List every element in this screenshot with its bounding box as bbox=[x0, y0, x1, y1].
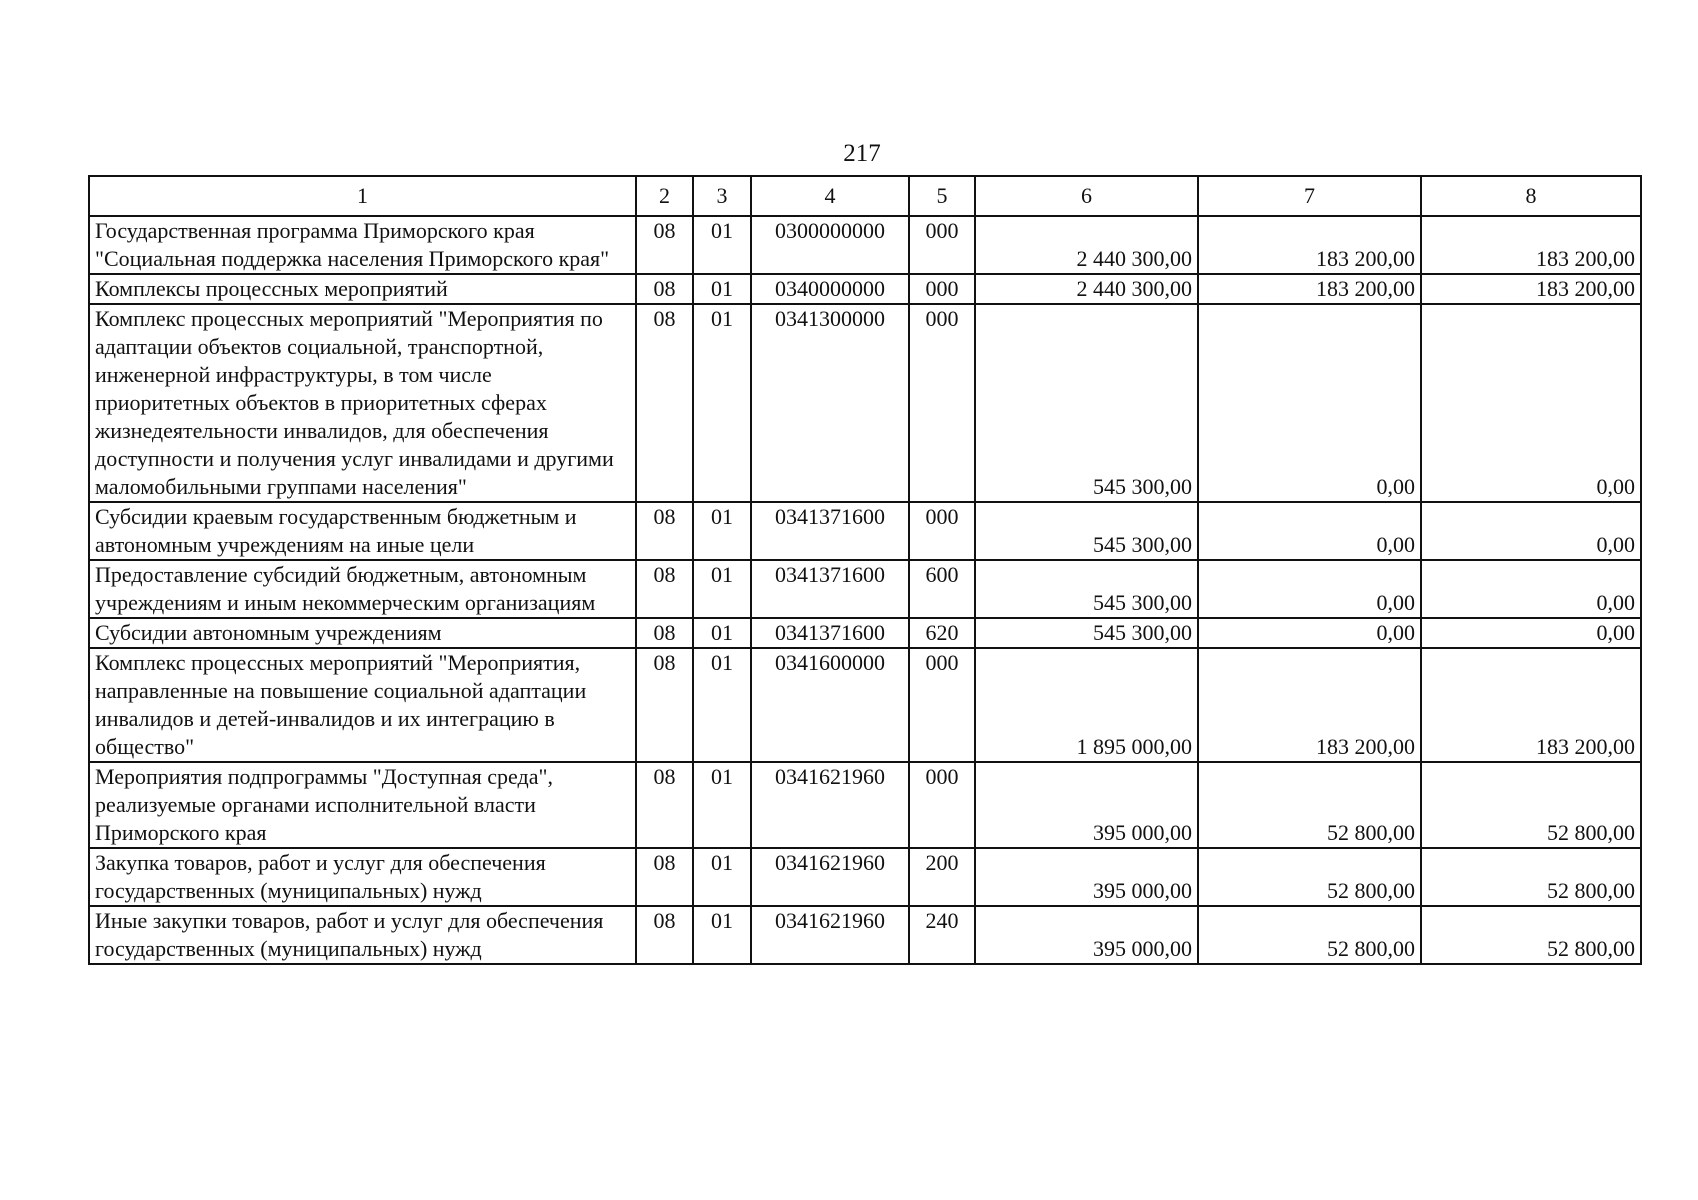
section-code: 08 bbox=[636, 216, 693, 274]
amount-col6: 545 300,00 bbox=[975, 502, 1198, 560]
amount-col6: 545 300,00 bbox=[975, 304, 1198, 502]
column-header: 3 bbox=[693, 176, 751, 216]
subsection-code: 01 bbox=[693, 618, 751, 648]
amount-col6: 395 000,00 bbox=[975, 906, 1198, 964]
table-row bbox=[89, 274, 1641, 304]
amount-col8: 183 200,00 bbox=[1421, 274, 1641, 304]
target-article-code: 0341371600 bbox=[751, 502, 909, 560]
column-header: 4 bbox=[751, 176, 909, 216]
amount-col7: 183 200,00 bbox=[1198, 648, 1421, 762]
amount-col7: 52 800,00 bbox=[1198, 848, 1421, 906]
target-article-code: 0341621960 bbox=[751, 848, 909, 906]
subsection-code: 01 bbox=[693, 304, 751, 502]
expense-type-code: 000 bbox=[909, 762, 975, 848]
amount-col7: 0,00 bbox=[1198, 560, 1421, 618]
table-row bbox=[89, 848, 1641, 906]
expense-type-code: 240 bbox=[909, 906, 975, 964]
amount-col8: 183 200,00 bbox=[1421, 216, 1641, 274]
target-article-code: 0341621960 bbox=[751, 906, 909, 964]
table-row bbox=[89, 304, 1641, 502]
table-row bbox=[89, 618, 1641, 648]
column-header: 1 bbox=[89, 176, 636, 216]
subsection-code: 01 bbox=[693, 560, 751, 618]
amount-col7: 183 200,00 bbox=[1198, 216, 1421, 274]
target-article-code: 0341371600 bbox=[751, 560, 909, 618]
table-row bbox=[89, 216, 1641, 274]
header-row bbox=[89, 176, 1641, 216]
table-row bbox=[89, 762, 1641, 848]
amount-col8: 0,00 bbox=[1421, 618, 1641, 648]
row-name: Субсидии автономным учреждениям bbox=[89, 618, 636, 648]
section-code: 08 bbox=[636, 560, 693, 618]
table-row bbox=[89, 502, 1641, 560]
subsection-code: 01 bbox=[693, 648, 751, 762]
subsection-code: 01 bbox=[693, 502, 751, 560]
amount-col6: 395 000,00 bbox=[975, 848, 1198, 906]
expense-type-code: 000 bbox=[909, 274, 975, 304]
target-article-code: 0340000000 bbox=[751, 274, 909, 304]
table-row bbox=[89, 648, 1641, 762]
row-name: Предоставление субсидий бюджетным, автономным учреждениям и иным некоммерческим организациям bbox=[89, 560, 636, 618]
target-article-code: 0300000000 bbox=[751, 216, 909, 274]
expense-type-code: 620 bbox=[909, 618, 975, 648]
expense-type-code: 000 bbox=[909, 216, 975, 274]
table-row bbox=[89, 906, 1641, 964]
section-code: 08 bbox=[636, 906, 693, 964]
section-code: 08 bbox=[636, 848, 693, 906]
section-code: 08 bbox=[636, 502, 693, 560]
subsection-code: 01 bbox=[693, 762, 751, 848]
row-name: Государственная программа Приморского края "Социальная поддержка населения Приморского края" bbox=[89, 216, 636, 274]
expense-type-code: 000 bbox=[909, 502, 975, 560]
target-article-code: 0341621960 bbox=[751, 762, 909, 848]
expense-type-code: 000 bbox=[909, 648, 975, 762]
section-code: 08 bbox=[636, 274, 693, 304]
row-name: Субсидии краевым государственным бюджетным и автономным учреждениям на иные цели bbox=[89, 502, 636, 560]
amount-col8: 0,00 bbox=[1421, 560, 1641, 618]
amount-col7: 0,00 bbox=[1198, 618, 1421, 648]
subsection-code: 01 bbox=[693, 216, 751, 274]
section-code: 08 bbox=[636, 762, 693, 848]
row-name: Закупка товаров, работ и услуг для обеспечения государственных (муниципальных) нужд bbox=[89, 848, 636, 906]
column-header: 5 bbox=[909, 176, 975, 216]
amount-col8: 52 800,00 bbox=[1421, 848, 1641, 906]
target-article-code: 0341300000 bbox=[751, 304, 909, 502]
row-name: Иные закупки товаров, работ и услуг для обеспечения государственных (муниципальных) нужд bbox=[89, 906, 636, 964]
amount-col6: 1 895 000,00 bbox=[975, 648, 1198, 762]
section-code: 08 bbox=[636, 648, 693, 762]
expense-type-code: 200 bbox=[909, 848, 975, 906]
row-name: Комплекс процессных мероприятий "Мероприятия, направленные на повышение социальной адаптации инвалидов и детей-инвалидов и их интеграцию в общество" bbox=[89, 648, 636, 762]
expense-type-code: 600 bbox=[909, 560, 975, 618]
column-header: 6 bbox=[975, 176, 1198, 216]
section-code: 08 bbox=[636, 304, 693, 502]
budget-table bbox=[88, 175, 1642, 965]
row-name: Мероприятия подпрограммы "Доступная среда", реализуемые органами исполнительной власти Приморского края bbox=[89, 762, 636, 848]
expense-type-code: 000 bbox=[909, 304, 975, 502]
subsection-code: 01 bbox=[693, 906, 751, 964]
amount-col8: 0,00 bbox=[1421, 502, 1641, 560]
subsection-code: 01 bbox=[693, 848, 751, 906]
amount-col7: 52 800,00 bbox=[1198, 906, 1421, 964]
table-row bbox=[89, 560, 1641, 618]
amount-col8: 0,00 bbox=[1421, 304, 1641, 502]
amount-col6: 2 440 300,00 bbox=[975, 216, 1198, 274]
subsection-code: 01 bbox=[693, 274, 751, 304]
amount-col7: 0,00 bbox=[1198, 502, 1421, 560]
row-name: Комплекс процессных мероприятий "Мероприятия по адаптации объектов социальной, транспортной, инженерной инфраструктуры, в том числе приоритетных объектов в приоритетных сферах жизнедеятельности инвалидов, для обеспечения доступности и получения услуг инвалидами и другими маломобильными группами населения" bbox=[89, 304, 636, 502]
amount-col7: 183 200,00 bbox=[1198, 274, 1421, 304]
column-header: 2 bbox=[636, 176, 693, 216]
amount-col6: 545 300,00 bbox=[975, 560, 1198, 618]
amount-col8: 183 200,00 bbox=[1421, 648, 1641, 762]
target-article-code: 0341371600 bbox=[751, 618, 909, 648]
amount-col8: 52 800,00 bbox=[1421, 906, 1641, 964]
column-header: 7 bbox=[1198, 176, 1421, 216]
section-code: 08 bbox=[636, 618, 693, 648]
page-number: 217 bbox=[843, 140, 881, 167]
amount-col6: 545 300,00 bbox=[975, 618, 1198, 648]
row-name: Комплексы процессных мероприятий bbox=[89, 274, 636, 304]
target-article-code: 0341600000 bbox=[751, 648, 909, 762]
amount-col7: 0,00 bbox=[1198, 304, 1421, 502]
amount-col6: 395 000,00 bbox=[975, 762, 1198, 848]
amount-col6: 2 440 300,00 bbox=[975, 274, 1198, 304]
amount-col7: 52 800,00 bbox=[1198, 762, 1421, 848]
column-header: 8 bbox=[1421, 176, 1641, 216]
amount-col8: 52 800,00 bbox=[1421, 762, 1641, 848]
